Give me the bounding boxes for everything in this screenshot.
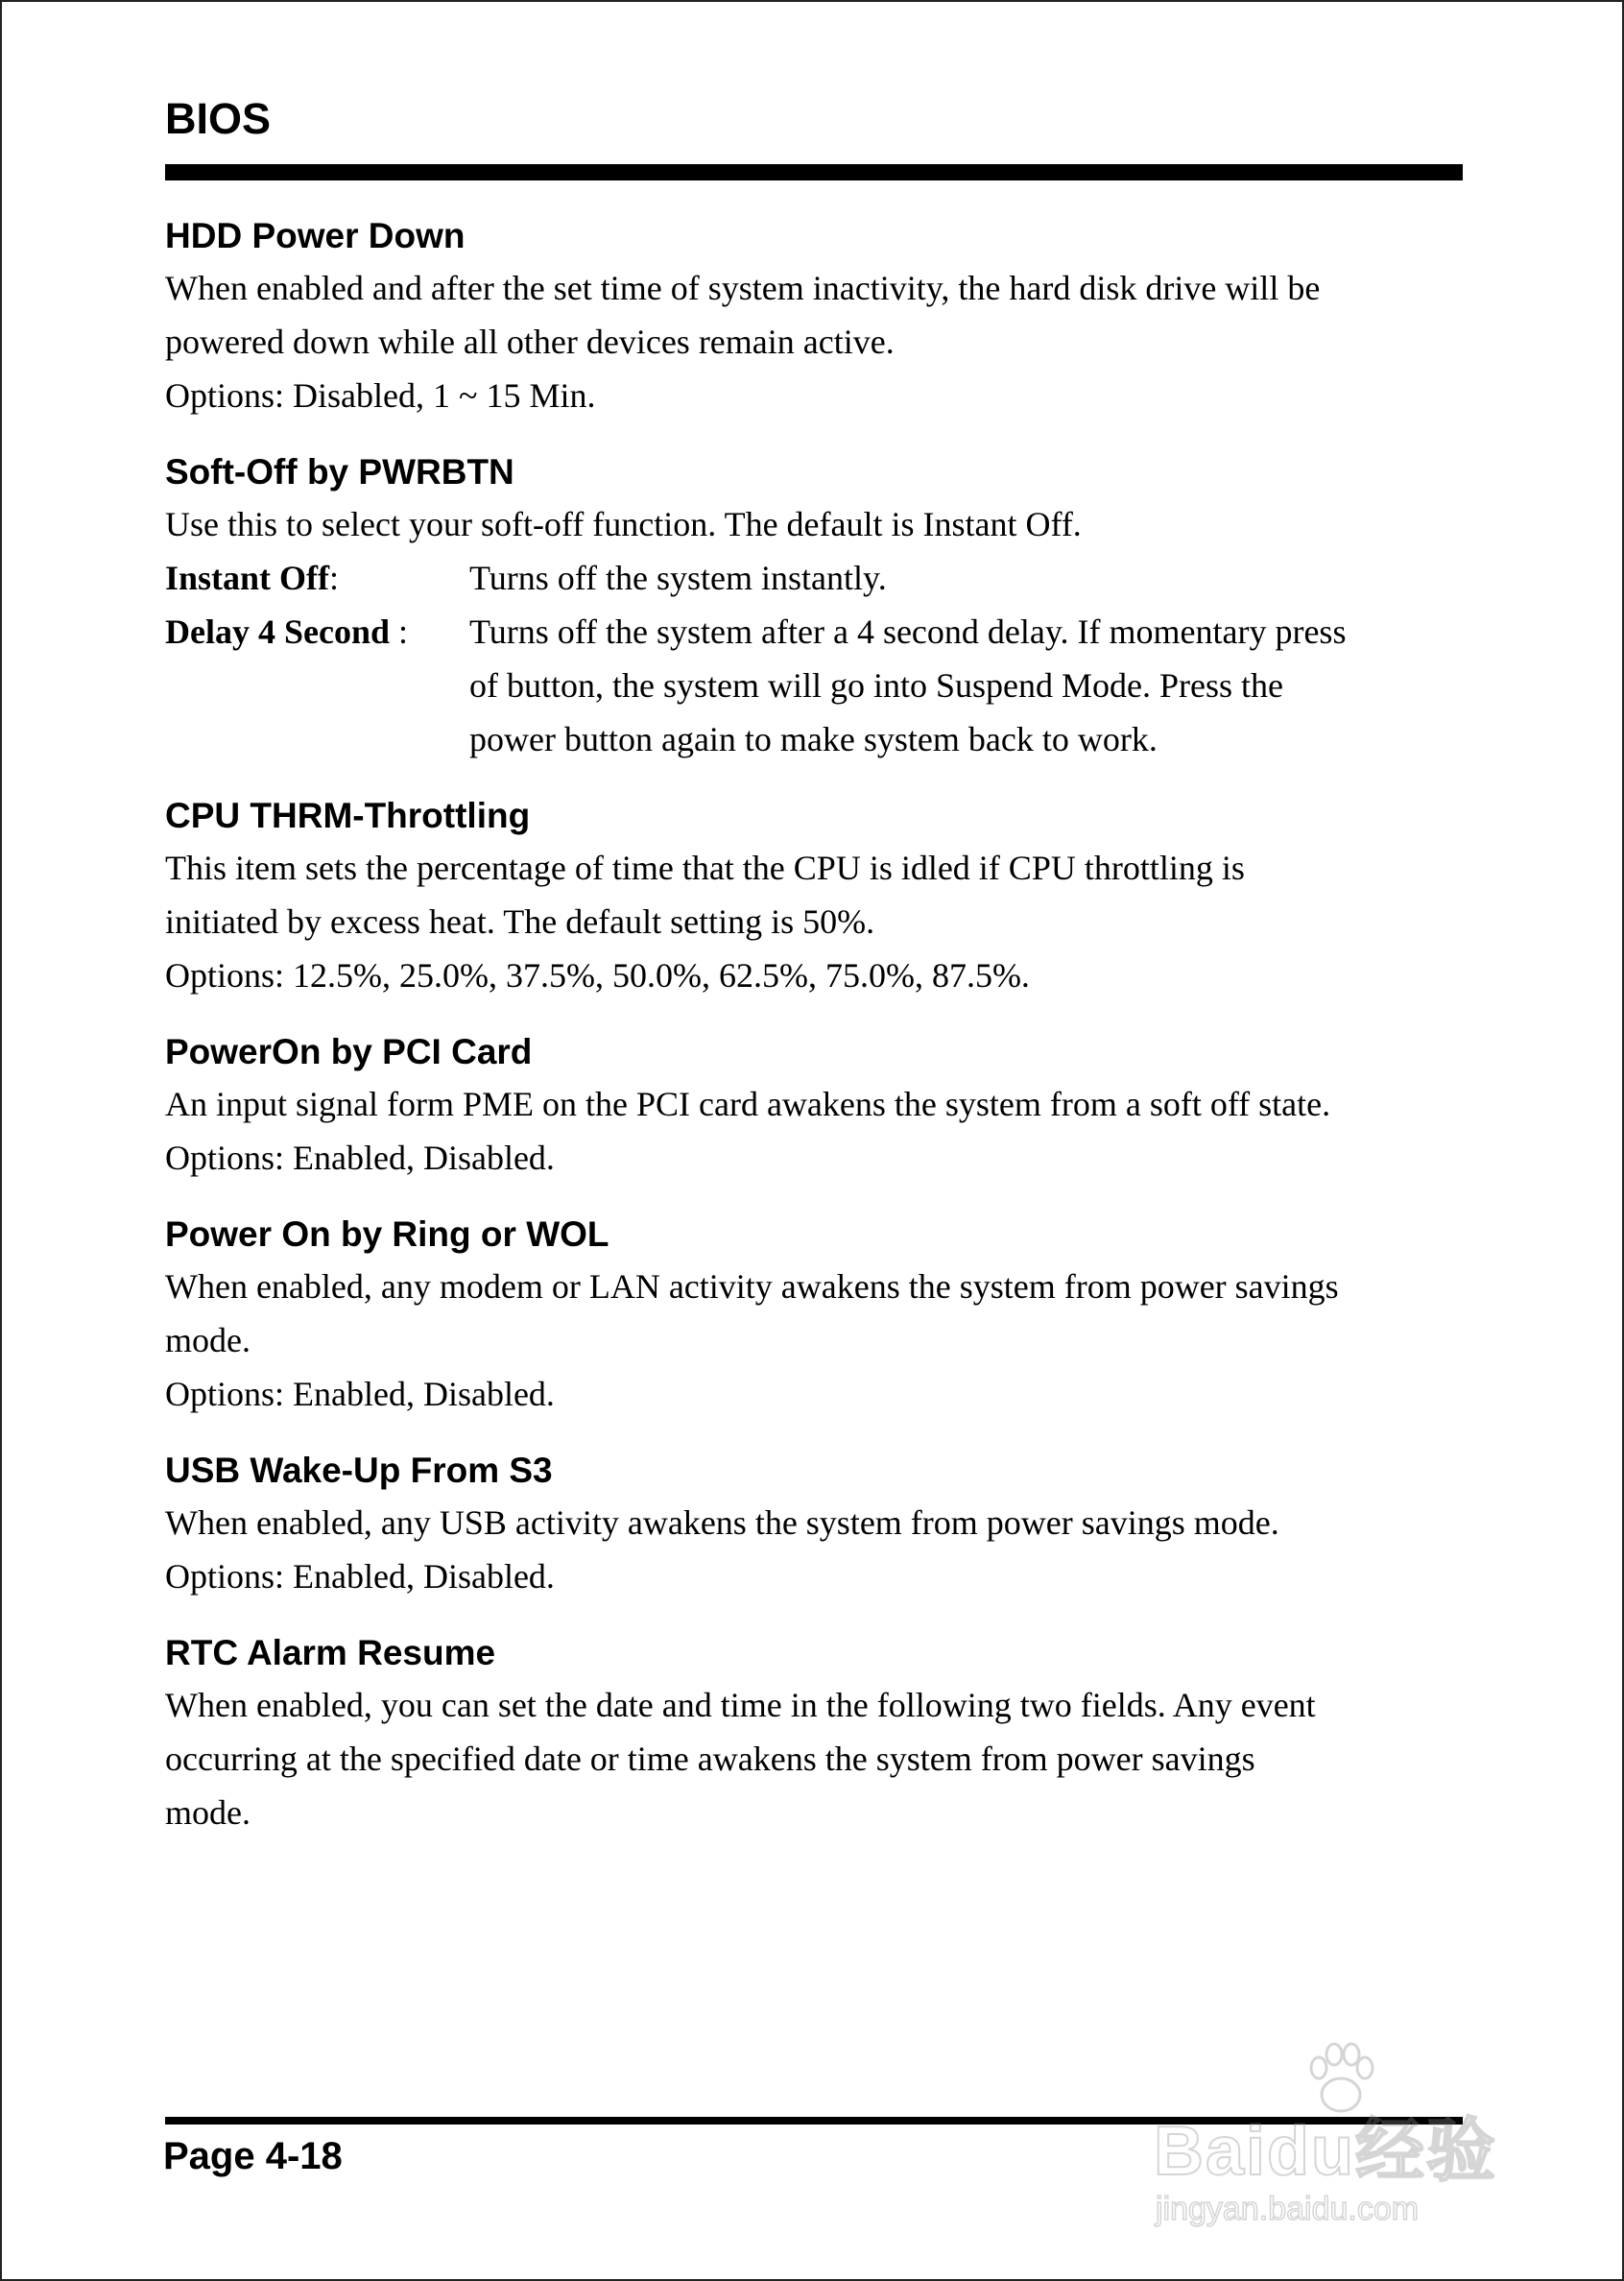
options-line: Options: Enabled, Disabled. <box>165 1139 555 1177</box>
page-header-title: BIOS <box>165 94 272 143</box>
definition-desc: Turns off the system after a 4 second delay. If momentary press of button, the system will go into Suspend Mode. Press the power button again to make system back to work. <box>469 612 1347 758</box>
options-line: Options: 12.5%, 25.0%, 37.5%, 50.0%, 62.5%, 75.0%, 87.5%. <box>165 956 1030 995</box>
body-line: An input signal form PME on the PCI card awakens the system from a soft off state. <box>165 1085 1331 1123</box>
section-heading: Soft-Off by PWRBTN <box>165 452 514 492</box>
definition-term: Instant Off: <box>165 559 340 597</box>
section-soft-off-by-pwrbtn <box>165 447 1470 766</box>
options-line: Options: Disabled, 1 ~ 15 Min. <box>165 376 596 415</box>
watermark-url: jingyan.baidu.com <box>1156 2191 1420 2227</box>
body-line: Use this to select your soft-off function. The default is Instant Off. <box>165 505 1082 543</box>
options-line: Options: Enabled, Disabled. <box>165 1375 555 1413</box>
body-line: initiated by excess heat. The default setting is 50%. <box>165 902 875 941</box>
section-heading: Power On by Ring or WOL <box>165 1214 609 1254</box>
body-line: When enabled and after the set time of system inactivity, the hard disk drive will be <box>165 269 1321 307</box>
options-line: Options: Enabled, Disabled. <box>165 1557 555 1596</box>
header-rule <box>165 164 1463 180</box>
body-line: powered down while all other devices remain active. <box>165 323 895 361</box>
body-line: When enabled, you can set the date and time in the following two fields. Any event <box>165 1686 1316 1724</box>
body-line: occurring at the specified date or time awakens the system from power savings <box>165 1740 1255 1778</box>
body-line: mode. <box>165 1321 251 1359</box>
page-number: Page 4-18 <box>163 2135 343 2177</box>
body-line: This item sets the percentage of time that the CPU is idled if CPU throttling is <box>165 849 1245 887</box>
watermark-logo <box>1154 2037 1538 2229</box>
body-line: When enabled, any USB activity awakens the system from power savings mode. <box>165 1503 1279 1542</box>
body-line: When enabled, any modem or LAN activity awakens the system from power savings <box>165 1267 1339 1306</box>
section-power-on-by-ring-or-wol <box>165 1210 1470 1421</box>
section-rtc-alarm-resume <box>165 1628 1470 1839</box>
definition-term: Delay 4 Second : <box>165 612 409 651</box>
section-hdd-power-down <box>165 211 1470 422</box>
section-heading: CPU THRM-Throttling <box>165 796 531 835</box>
section-heading: HDD Power Down <box>165 216 466 255</box>
content <box>165 211 1470 1864</box>
section-cpu-thrm-throttling <box>165 791 1470 1002</box>
definition-row <box>165 551 1470 605</box>
watermark-brand: Baidu经验 <box>1154 2113 1498 2190</box>
section-poweron-by-pci-card <box>165 1027 1470 1185</box>
definition-row <box>165 605 1470 766</box>
section-heading: RTC Alarm Resume <box>165 1633 496 1672</box>
section-heading: USB Wake-Up From S3 <box>165 1451 553 1490</box>
body-line: mode. <box>165 1793 251 1832</box>
section-usb-wake-up-from-s3 <box>165 1446 1470 1603</box>
section-heading: PowerOn by PCI Card <box>165 1032 533 1071</box>
definition-desc: Turns off the system instantly. <box>469 559 887 597</box>
